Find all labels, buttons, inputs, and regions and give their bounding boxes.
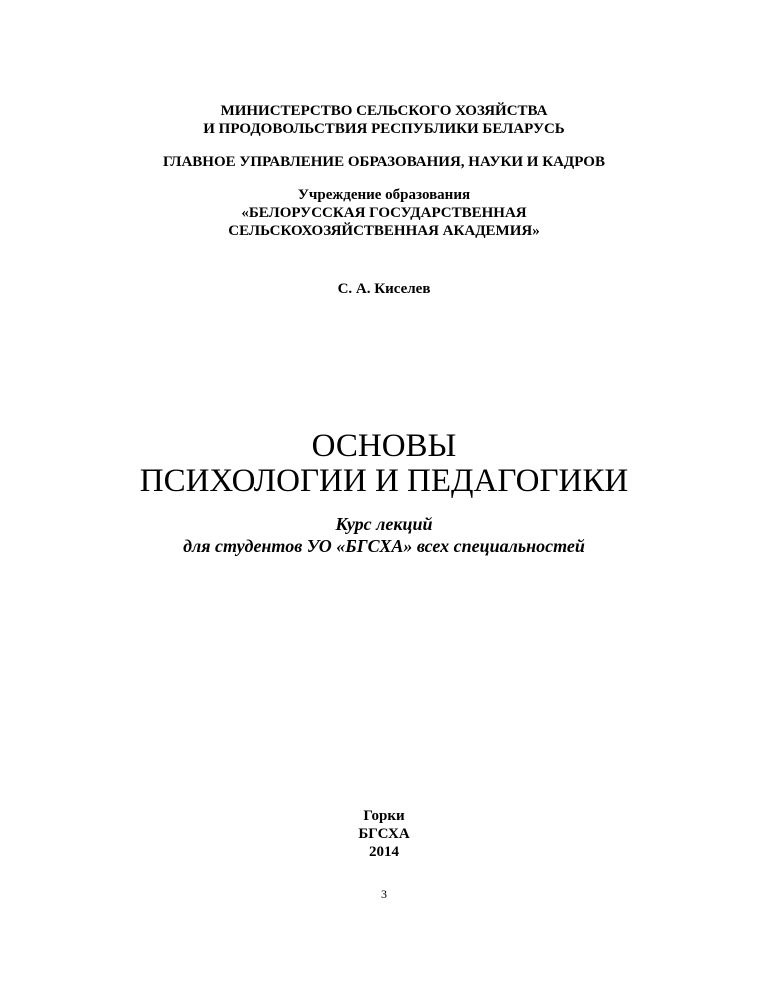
page-number: 3 <box>381 887 387 901</box>
title-line-2: ПСИХОЛОГИИ И ПЕДАГОГИКИ <box>139 463 629 499</box>
imprint-year: 2014 <box>369 844 399 860</box>
ministry-line-2: И ПРОДОВОЛЬСТВИЯ РЕСПУБЛИКИ БЕЛАРУСЬ <box>203 121 565 137</box>
ministry-line-1: МИНИСТЕРСТВО СЕЛЬСКОГО ХОЗЯЙСТВА <box>220 103 548 119</box>
author-name: С. А. Киселев <box>337 281 431 297</box>
institution-type: Учреждение образования <box>297 187 471 203</box>
subtitle-line-2: для студентов УО «БГСХА» всех специальностей <box>183 536 585 556</box>
subtitle-line-1: Курс лекций <box>335 514 433 534</box>
institution-name-line-1: «БЕЛОРУССКАЯ ГОСУДАРСТВЕННАЯ <box>241 205 527 221</box>
imprint-city: Горки <box>363 808 405 824</box>
directorate-line: ГЛАВНОЕ УПРАВЛЕНИЕ ОБРАЗОВАНИЯ, НАУКИ И КАДРОВ <box>163 154 605 170</box>
imprint-publisher: БГСХА <box>358 826 410 842</box>
institution-name-line-2: СЕЛЬСКОХОЗЯЙСТВЕННАЯ АКАДЕМИЯ» <box>228 223 540 239</box>
title-line-1: ОСНОВЫ <box>311 428 457 464</box>
